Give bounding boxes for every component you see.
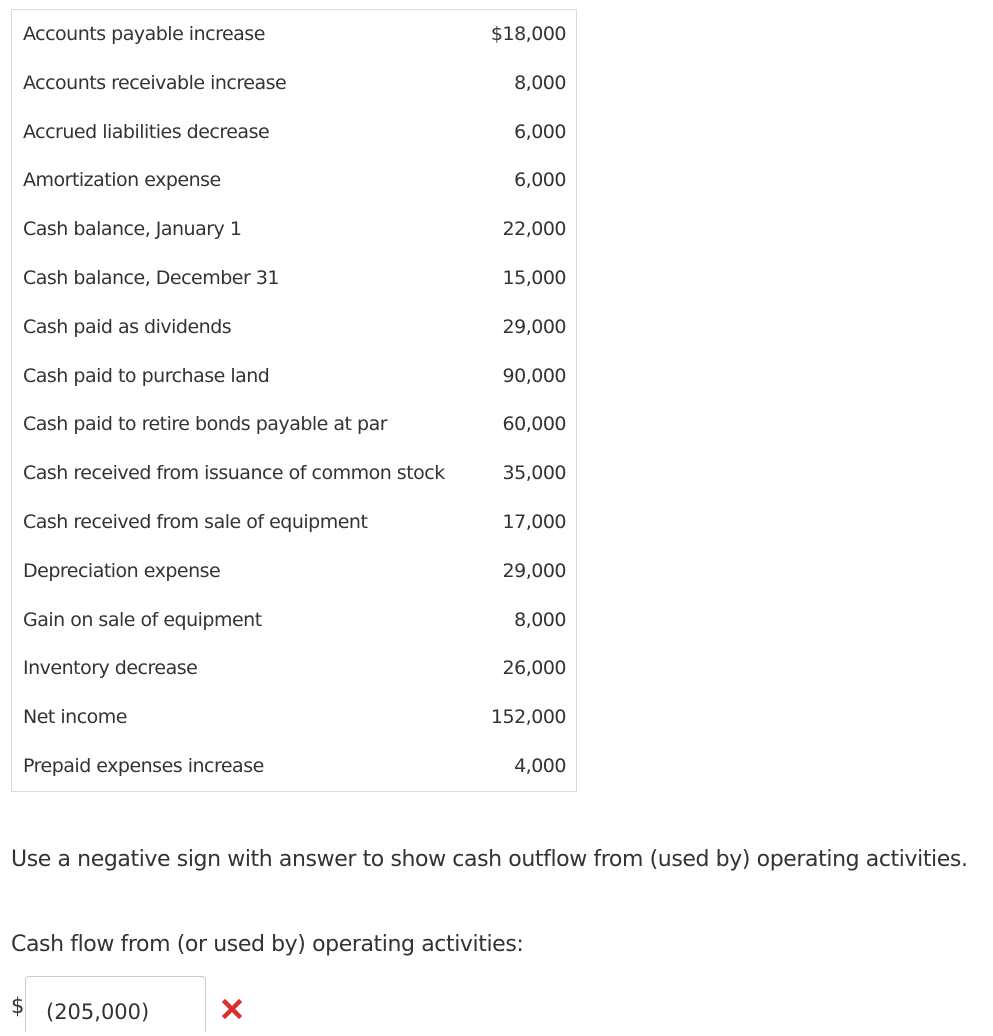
row-label: Cash balance, December 31 [23, 267, 280, 289]
row-label: Cash received from issuance of common stock [23, 462, 445, 485]
row-label: Amortization expense [23, 169, 221, 192]
row-value: 152,000 [490, 706, 566, 729]
table-row [12, 547, 576, 596]
table-row [12, 742, 576, 791]
row-value: 17,000 [502, 511, 566, 533]
table-row [12, 352, 576, 401]
row-value: 6,000 [514, 120, 566, 143]
row-value: 60,000 [502, 413, 566, 436]
table-row [12, 693, 576, 742]
row-value: 90,000 [502, 364, 566, 387]
table-row [12, 644, 576, 693]
table-row [12, 205, 576, 254]
row-label: Cash received from sale of equipment [23, 511, 368, 533]
table-row [12, 10, 576, 59]
row-label: Cash paid as dividends [23, 315, 232, 338]
instruction-text: Use a negative sign with answer to show cash outflow from (used by) operating activities. [11, 847, 968, 872]
row-label: Cash paid to retire bonds payable at par [23, 413, 388, 436]
row-value: 22,000 [502, 218, 566, 241]
data-table [11, 9, 577, 792]
row-value: 15,000 [502, 267, 566, 289]
table-row [12, 59, 576, 108]
table-row [12, 400, 576, 449]
table-row [12, 498, 576, 547]
table-row [12, 303, 576, 352]
row-label: Prepaid expenses increase [23, 755, 264, 777]
row-label: Inventory decrease [23, 657, 198, 680]
row-value: 6,000 [514, 169, 566, 192]
answer-row [11, 976, 271, 1036]
row-label: Cash paid to purchase land [23, 364, 270, 387]
row-value: $18,000 [490, 23, 566, 45]
table-row [12, 254, 576, 303]
row-label: Accounts payable increase [23, 23, 265, 45]
row-value: 29,000 [502, 315, 566, 338]
row-value: 8,000 [514, 608, 566, 631]
table-row [12, 156, 576, 205]
row-label: Accrued liabilities decrease [23, 120, 270, 143]
row-label: Gain on sale of equipment [23, 608, 262, 631]
row-label: Net income [23, 706, 127, 729]
table-row [12, 449, 576, 498]
row-value: 35,000 [502, 462, 566, 485]
row-value: 26,000 [502, 657, 566, 680]
row-label: Cash balance, January 1 [23, 218, 242, 241]
row-value: 8,000 [514, 71, 566, 94]
question-label: Cash flow from (or used by) operating activities: [11, 932, 524, 957]
incorrect-x-icon [221, 998, 243, 1020]
table-row [12, 596, 576, 645]
row-label: Accounts receivable increase [23, 71, 287, 94]
row-value: 4,000 [514, 755, 566, 777]
row-label: Depreciation expense [23, 559, 221, 582]
table-row [12, 108, 576, 157]
row-value: 29,000 [502, 559, 566, 582]
currency-symbol: $ [11, 994, 25, 1018]
